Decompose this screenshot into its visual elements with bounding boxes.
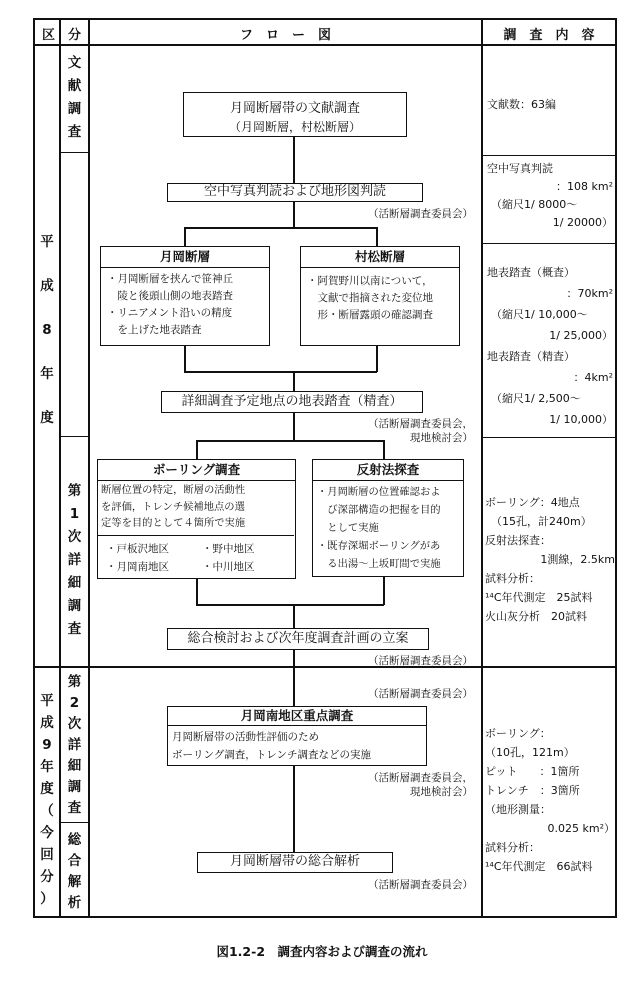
box-title: 反射法探査 xyxy=(313,460,463,481)
content-line: （10孔，121m） xyxy=(485,746,575,759)
box-minami-focused-survey xyxy=(167,706,427,766)
content-line: 試料分析： xyxy=(485,572,540,585)
content-line: 1/ 20000） xyxy=(552,216,613,229)
content-line: トレンチ ：3箇所 xyxy=(485,784,580,797)
note-line: 現地検討会） xyxy=(410,786,473,798)
content-line: ：70km² xyxy=(566,287,613,300)
sub-char: 細 xyxy=(67,758,82,774)
connector xyxy=(293,413,295,441)
table-bottom-border xyxy=(33,916,617,918)
fy-char: 9 xyxy=(42,737,52,753)
box-title: 月岡断層帯の文献調査 xyxy=(229,101,360,116)
box-text xyxy=(172,728,371,764)
text-line: ボーリング調査，トレンチ調査などの実施 xyxy=(172,749,372,761)
connector xyxy=(196,440,198,460)
sub-char: 細 xyxy=(67,575,82,591)
sub-char: 合 xyxy=(67,853,82,869)
sub-divider-bunken xyxy=(59,152,88,153)
fy-char: 回 xyxy=(40,847,54,863)
sub-char: 査 xyxy=(67,800,82,816)
header-kubun: 区 分 xyxy=(41,28,81,43)
list-item: ・戸板沢地区 xyxy=(106,543,169,555)
connector xyxy=(184,227,186,247)
connector xyxy=(293,137,295,184)
header-content: 調 査 内 容 xyxy=(503,28,595,43)
sub-char: 解 xyxy=(67,874,82,890)
content-line: 地表踏査（概査） xyxy=(487,266,575,279)
content-line: （地形測量： xyxy=(485,803,551,816)
sub-divider-dai2 xyxy=(59,822,88,823)
fy-char: 成 xyxy=(40,715,54,731)
sub-char: 1 xyxy=(69,506,80,522)
list-item: る出湯～上坂町間で実施 xyxy=(317,558,441,570)
box-items xyxy=(317,483,441,573)
sub-char: 析 xyxy=(67,895,82,911)
figure-caption: 図1.2-2 調査内容および調査の流れ xyxy=(216,944,428,959)
content-line: ：108 km² xyxy=(556,180,613,193)
table-right-border xyxy=(615,18,617,918)
note-committee: （活断層調査委員会） xyxy=(368,688,473,700)
text-line: 断層位置の特定，断層の活動性 xyxy=(101,484,246,496)
box-title: 月岡断層 xyxy=(101,247,269,268)
content-line: ボーリング：4地点 xyxy=(485,496,580,509)
note-committee-site xyxy=(300,417,473,445)
sub-char: 調 xyxy=(67,779,82,795)
connector xyxy=(293,371,295,391)
connector xyxy=(184,227,377,229)
content-surface-survey xyxy=(487,262,613,430)
sub-label-sogo xyxy=(61,830,88,914)
sub-char: 詳 xyxy=(67,552,82,568)
box-title: ボーリング調査 xyxy=(98,460,295,481)
text-line: を評価，トレンチ候補地点の選 xyxy=(101,500,245,513)
sub-char: 次 xyxy=(67,716,82,732)
note-committee: （活断層調査委員会） xyxy=(368,208,473,220)
content-line: ¹⁴C年代測定 66試料 xyxy=(485,860,593,873)
list-item: 形・断層露頭の確認調査 xyxy=(307,309,433,321)
sub-char: 第 xyxy=(67,483,82,499)
connector xyxy=(376,227,378,247)
content-line: ：4km² xyxy=(573,371,613,384)
list-item: ・月岡南地区 xyxy=(106,561,169,573)
box-comprehensive-analysis: 月岡断層帯の総合解析 xyxy=(197,852,393,873)
list-item: ・リニアメント沿いの精度 xyxy=(107,307,233,319)
sub-char: 詳 xyxy=(67,737,82,753)
fy-char: 年 xyxy=(40,366,54,382)
sub-char: 調 xyxy=(67,598,82,614)
fiscal-year-h9 xyxy=(35,690,59,910)
content-line: 1測線，2.5km xyxy=(540,553,615,566)
sub-char: 2 xyxy=(69,695,80,711)
fy-char: 成 xyxy=(40,278,54,294)
text-line: 定等を目的として４箇所で実施 xyxy=(101,517,246,529)
box-text xyxy=(101,482,245,532)
fy-char: 度 xyxy=(40,410,54,426)
fy-char: 平 xyxy=(40,693,54,709)
content-phase1 xyxy=(485,493,615,626)
content-line: ボーリング： xyxy=(485,727,551,740)
list-item: ・野中地区 xyxy=(202,543,255,555)
note-line: （活断層調査委員会， xyxy=(368,418,473,430)
box-title: 月岡南地区重点調査 xyxy=(168,707,426,726)
content-line: 1/ 10,000） xyxy=(549,413,613,426)
sub-char: 献 xyxy=(67,78,82,94)
connector xyxy=(196,578,198,605)
connector xyxy=(293,650,295,707)
list-item: 文献で指摘された変位地 xyxy=(307,292,433,304)
content-divider-1 xyxy=(482,155,616,156)
list-item: 陵と後頭山側の地表踏査 xyxy=(107,290,233,302)
content-line: 1/ 25,000） xyxy=(549,329,613,342)
content-line: （縮尺1/ 10,000～ xyxy=(491,308,588,321)
box-aerial-photo: 空中写真判読および地形図判読 xyxy=(167,183,423,202)
fy-char: 8 xyxy=(42,322,52,338)
note-committee: （活断層調査委員会） xyxy=(368,879,473,891)
sub-char: 査 xyxy=(67,124,82,140)
box-detailed-site-survey: 詳細調査予定地点の地表踏査（精査） xyxy=(161,391,423,413)
connector xyxy=(376,345,378,372)
header-flow: フ ロ ー 図 xyxy=(239,28,331,43)
content-line: 火山灰分析 20試料 xyxy=(485,610,587,623)
content-divider-3 xyxy=(482,437,616,438)
list-item: び深部構造の把握を目的 xyxy=(317,504,441,516)
sub-label-dai2 xyxy=(61,672,88,819)
list-item: ・阿賀野川以南について， xyxy=(307,275,433,287)
box-subtitle: （月岡断層，村松断層） xyxy=(228,120,361,134)
content-line: （縮尺1/ 8000～ xyxy=(491,198,578,211)
content-line: （15孔，計240m） xyxy=(491,515,592,528)
sub-char: 査 xyxy=(67,621,82,637)
connector xyxy=(293,765,295,853)
inner-divider xyxy=(98,535,294,536)
fy-char: 今 xyxy=(40,825,54,841)
content-line: 0.025 km²） xyxy=(547,822,615,835)
box-title: 村松断層 xyxy=(301,247,459,268)
col-divider-content xyxy=(481,18,483,918)
sub-label-bunken xyxy=(61,52,88,144)
sub-char: 調 xyxy=(67,101,82,117)
list-item: ・中川地区 xyxy=(202,561,255,573)
list-item: ・月岡断層の位置確認およ xyxy=(317,486,441,498)
content-line: 地表踏査（精査） xyxy=(487,350,575,363)
sub-char: 次 xyxy=(67,529,82,545)
box-tsukioka-fault xyxy=(100,246,270,346)
content-line: 試料分析： xyxy=(485,841,540,854)
content-line: （縮尺1/ 2,500～ xyxy=(491,392,581,405)
note-committee: （活断層調査委員会） xyxy=(368,655,473,667)
fy-char: 分 xyxy=(40,869,54,885)
box-boring-survey xyxy=(97,459,296,579)
content-line: 文献数：63編 xyxy=(487,98,556,111)
sub-char: 第 xyxy=(67,674,82,690)
content-line: ¹⁴C年代測定 25試料 xyxy=(485,591,593,604)
sub-label-dai1 xyxy=(61,480,88,641)
header-bottom-border xyxy=(33,44,617,46)
fy-char: 年 xyxy=(40,759,54,775)
connector xyxy=(184,345,186,372)
note-line: （活断層調査委員会， xyxy=(368,772,473,784)
sub-char: 総 xyxy=(67,832,82,848)
box-items xyxy=(307,273,433,324)
table-top-border xyxy=(33,18,617,20)
box-comprehensive-review: 総合検討および次年度調査計画の立案 xyxy=(167,628,429,650)
fiscal-year-h8 xyxy=(35,220,59,440)
note-committee-site xyxy=(300,771,473,799)
fy-char: 平 xyxy=(40,234,54,250)
content-aerial xyxy=(487,160,613,232)
box-muramatsu-fault xyxy=(300,246,460,346)
content-line: 反射法探査： xyxy=(485,534,551,547)
content-divider-2 xyxy=(482,243,616,244)
list-item: として実施 xyxy=(317,522,379,534)
site-list-left xyxy=(106,540,169,576)
list-item: を上げた地表踏査 xyxy=(107,324,202,336)
content-phase2 xyxy=(485,724,615,876)
note-line: 現地検討会） xyxy=(410,432,473,444)
box-items xyxy=(107,271,233,339)
box-literature-survey xyxy=(183,92,407,137)
connector xyxy=(293,200,295,228)
fy-char: 度 xyxy=(40,781,54,797)
sub-divider-dai1 xyxy=(59,436,88,437)
sub-char: 文 xyxy=(67,55,82,71)
connector xyxy=(293,604,295,628)
connector xyxy=(196,604,384,606)
list-item: ・既存深堀ボーリングがあ xyxy=(317,540,441,552)
fy-char: ） xyxy=(40,891,54,907)
col-divider-kubun xyxy=(88,18,90,918)
text-line: 月岡断層帯の活動性評価のため xyxy=(172,731,319,743)
content-line: ピット ：1箇所 xyxy=(485,765,580,778)
fy-char: （ xyxy=(40,803,54,819)
content-line: 空中写真判読 xyxy=(487,162,553,175)
connector xyxy=(383,576,385,605)
box-reflection-survey xyxy=(312,459,464,577)
site-list-right xyxy=(202,540,255,576)
connector xyxy=(184,371,377,373)
content-literature xyxy=(487,96,613,114)
list-item: ・月岡断層を挟んで笹神丘 xyxy=(107,273,233,285)
